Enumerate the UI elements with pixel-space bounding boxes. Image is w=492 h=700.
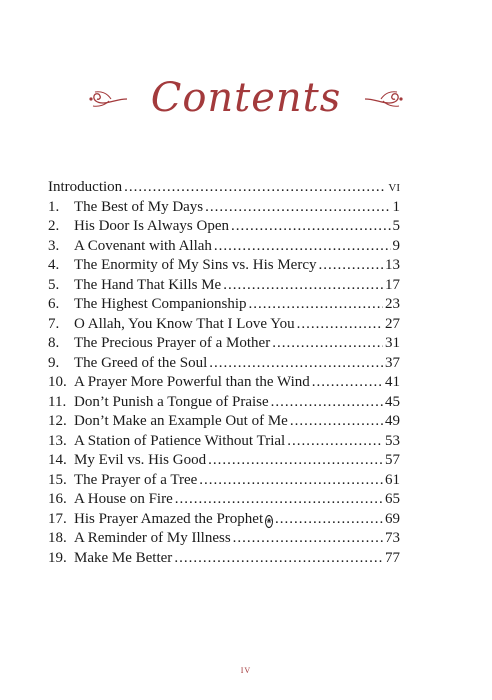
toc-entry-number: 17. (48, 510, 67, 527)
toc-leader-dots (249, 295, 384, 315)
toc-entry-number: 13. (48, 432, 67, 449)
toc-leader-dots (271, 393, 383, 413)
toc-entry-title: His Door Is Always Open (74, 218, 229, 234)
toc-entry-page: 23 (385, 296, 400, 312)
toc-leader-dots (318, 256, 383, 276)
toc-entry[interactable] (48, 529, 400, 549)
page-number-footer: iv (240, 664, 252, 676)
toc-leader-dots (124, 178, 386, 198)
toc-entry-title: Don’t Make an Example Out of Me (74, 413, 288, 429)
toc-leader-dots (214, 237, 391, 257)
toc-entry-title: The Enormity of My Sins vs. His Mercy (74, 257, 317, 273)
table-of-contents (48, 178, 400, 568)
page-title: Contents (150, 75, 342, 121)
toc-entry[interactable] (48, 373, 400, 393)
toc-entry[interactable] (48, 432, 400, 452)
toc-entry[interactable] (48, 315, 400, 335)
toc-entry[interactable] (48, 490, 400, 510)
toc-entry-page: 53 (385, 432, 400, 449)
toc-entry-page: 37 (385, 354, 400, 371)
toc-leader-dots (287, 432, 383, 452)
toc-entry-title: A Station of Patience Without Trial (74, 432, 286, 449)
toc-entry-page: 73 (385, 530, 400, 546)
toc-entry-title: The Prayer of a Tree (74, 471, 198, 488)
toc-entry-title: Don’t Punish a Tongue of Praise (74, 393, 269, 410)
toc-entry-number: 10. (48, 374, 67, 390)
toc-leader-dots (290, 412, 383, 432)
toc-entry[interactable] (48, 451, 400, 471)
toc-entry-number: 9. (48, 354, 60, 371)
toc-entry-number: 2. (48, 218, 60, 234)
toc-entry[interactable] (48, 354, 400, 374)
toc-entry-page: 45 (385, 393, 400, 410)
contents-heading (0, 68, 492, 128)
toc-entry[interactable] (48, 217, 400, 237)
toc-leader-dots (297, 315, 383, 335)
toc-entry-title: The Hand That Kills Me (74, 276, 222, 293)
toc-entry[interactable] (48, 295, 400, 315)
toc-leader-dots (275, 510, 383, 530)
toc-leader-dots (174, 549, 383, 569)
toc-entry-title: The Highest Companionship (74, 296, 247, 312)
toc-entry-title: The Best of My Days (74, 198, 204, 215)
toc-entry-number: 15. (48, 471, 67, 488)
toc-leader-dots (205, 198, 390, 218)
toc-entry-title: The Greed of the Soul (74, 354, 208, 371)
toc-entry-page: 57 (385, 452, 400, 468)
toc-entry[interactable] (48, 412, 400, 432)
toc-entry[interactable] (48, 510, 400, 530)
toc-leader-dots (208, 451, 383, 471)
toc-entry-title: Introduction (48, 179, 123, 195)
toc-entry-page: 27 (385, 315, 400, 332)
toc-entry-number: 11. (48, 393, 67, 410)
toc-entry-page: 65 (385, 491, 400, 507)
toc-entry-title: The Precious Prayer of a Mother (74, 335, 271, 351)
toc-leader-dots (272, 334, 383, 354)
toc-entry-title: His Prayer Amazed the Prophet (74, 510, 264, 527)
toc-entry-page: 1 (392, 198, 400, 215)
toc-entry-number: 5. (48, 276, 60, 293)
toc-entry-number: 4. (48, 257, 60, 273)
toc-entry-number: 8. (48, 335, 60, 351)
toc-entry-number: 1. (48, 198, 60, 215)
toc-entry-page: 5 (392, 218, 400, 234)
toc-entry-title: A House on Fire (74, 491, 173, 507)
toc-entry-number: 12. (48, 413, 67, 429)
toc-leader-dots (175, 490, 383, 510)
toc-entry-page: 41 (385, 374, 400, 390)
toc-entry[interactable] (48, 393, 400, 413)
toc-entry-number: 7. (48, 315, 60, 332)
toc-entry-page: 17 (385, 276, 400, 293)
toc-leader-dots (223, 276, 383, 296)
toc-entry[interactable] (48, 178, 400, 198)
toc-entry-page: vi (388, 179, 400, 195)
left-flourish-icon (87, 87, 129, 109)
toc-leader-dots (209, 354, 383, 374)
toc-entry-number: 14. (48, 452, 67, 468)
toc-entry-number: 18. (48, 530, 67, 546)
right-flourish-icon (363, 87, 405, 109)
toc-leader-dots (199, 471, 383, 491)
toc-entry-title: Make Me Better (74, 549, 173, 566)
toc-entry-page: 49 (385, 413, 400, 429)
toc-entry-number: 19. (48, 549, 67, 566)
toc-entry[interactable] (48, 198, 400, 218)
toc-entry-title: O Allah, You Know That I Love You (74, 315, 295, 332)
toc-entry-title: A Prayer More Powerful than the Wind (74, 374, 310, 390)
toc-entry-page: 61 (385, 471, 400, 488)
toc-entry-number: 6. (48, 296, 60, 312)
toc-entry-title: A Reminder of My Illness (74, 530, 231, 546)
toc-leader-dots (312, 373, 383, 393)
toc-entry-number: 16. (48, 491, 67, 507)
toc-entry-page: 69 (385, 510, 400, 527)
toc-entry-page: 9 (392, 237, 400, 254)
toc-leader-dots (233, 529, 383, 549)
salawat-seal-icon: ❀ (265, 515, 273, 528)
toc-entry[interactable] (48, 471, 400, 491)
toc-entry-title: A Covenant with Allah (74, 237, 212, 254)
toc-entry[interactable] (48, 334, 400, 354)
toc-leader-dots (231, 217, 391, 237)
toc-entry[interactable] (48, 237, 400, 257)
toc-entry[interactable] (48, 256, 400, 276)
toc-entry[interactable] (48, 276, 400, 296)
toc-entry-page: 77 (385, 549, 400, 566)
toc-entry-number: 3. (48, 237, 60, 254)
toc-entry-page: 31 (385, 335, 400, 351)
toc-entry-page: 13 (385, 257, 400, 273)
toc-entry-title: My Evil vs. His Good (74, 452, 207, 468)
toc-entry[interactable] (48, 549, 400, 569)
